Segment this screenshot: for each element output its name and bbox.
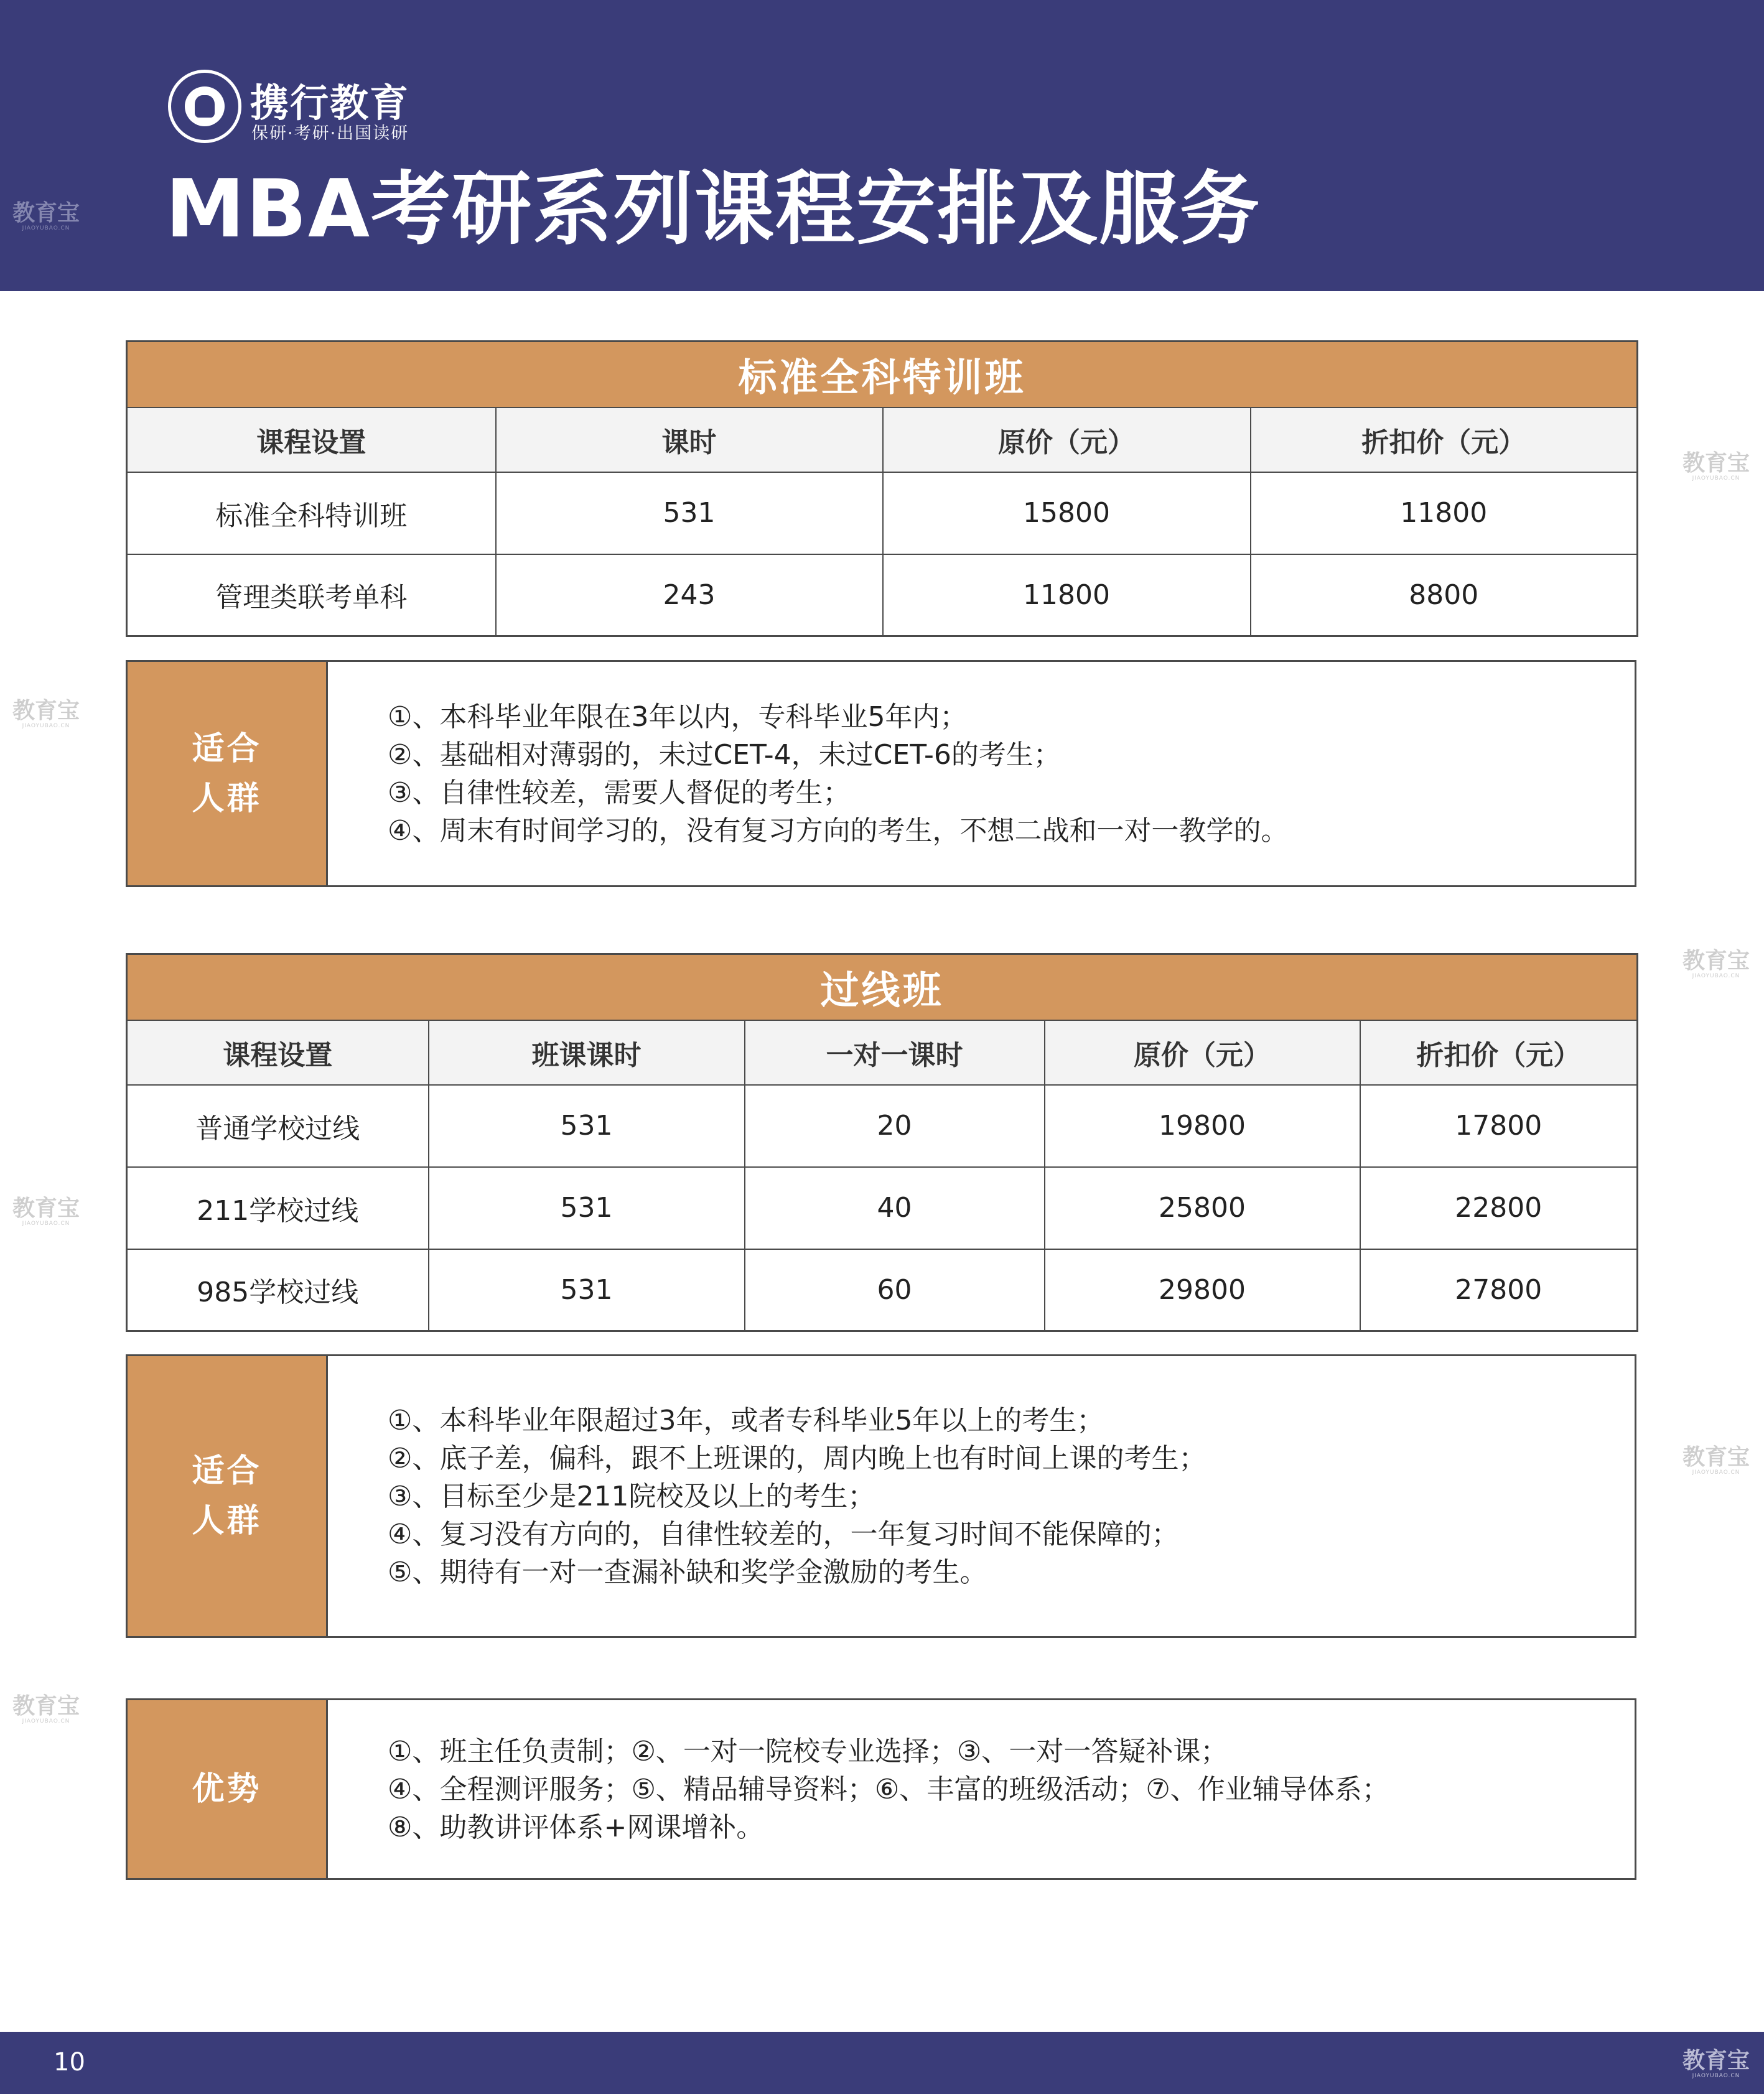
list-item: ④、周末有时间学习的，没有复习方向的考生，不想二战和一对一教学的。 <box>388 814 1289 847</box>
list-item: ②、底子差，偏科，跟不上班课的，周内晚上也有时间上课的考生； <box>388 1442 1206 1474</box>
watermark-logo: 教育宝 JIAOYUBAO.CN <box>1682 450 1750 482</box>
table-row <box>127 1085 1638 1167</box>
column-header: 折扣价（元） <box>1360 1020 1638 1085</box>
logo-name: 携行教育 <box>250 80 410 126</box>
audience-label: 适合 人群 <box>128 662 328 885</box>
table-row <box>127 1249 1638 1331</box>
watermark-logo: 教育宝 JIAOYUBAO.CN <box>1682 1445 1750 1476</box>
one-on-one-hours-cell: 40 <box>745 1167 1045 1249</box>
page-title: MBA考研系列课程安排及服务 <box>166 163 1261 256</box>
audience-label: 适合 人群 <box>128 1356 328 1636</box>
list-item: ⑧、助教讲评体系+网课增补。 <box>388 1811 764 1843</box>
list-item: ①、本科毕业年限在3年以内，专科毕业5年内； <box>388 700 968 733</box>
list-item: ⑤、期待有一对一查漏补缺和奖学金激励的考生。 <box>388 1556 987 1588</box>
advantages-label: 优势 <box>128 1700 328 1878</box>
watermark-logo: 教育宝 JIAOYUBAO.CN <box>1682 948 1750 979</box>
advantages-list <box>328 1700 1635 1878</box>
course-table-pass-line <box>126 953 1638 1332</box>
hours-cell: 531 <box>496 472 883 554</box>
column-header: 一对一课时 <box>745 1020 1045 1085</box>
section-title: 过线班 <box>127 954 1638 1020</box>
one-on-one-hours-cell: 20 <box>745 1085 1045 1167</box>
hours-cell: 243 <box>496 554 883 636</box>
audience-box-standard <box>126 660 1636 887</box>
advantages-box <box>126 1698 1636 1880</box>
class-hours-cell: 531 <box>429 1085 745 1167</box>
list-item: ③、目标至少是211院校及以上的考生； <box>388 1480 875 1512</box>
list-item: ①、本科毕业年限超过3年，或者专科毕业5年以上的考生； <box>388 1404 1104 1436</box>
page-number: 10 <box>54 2048 85 2077</box>
section-title: 标准全科特训班 <box>127 342 1638 407</box>
course-name-cell: 管理类联考单科 <box>127 554 496 636</box>
table-row <box>127 554 1638 636</box>
watermark-logo: 教育宝 JIAOYUBAO.CN <box>12 1196 80 1227</box>
original-price-cell: 11800 <box>883 554 1251 636</box>
watermark-logo: 教育宝 JIAOYUBAO.CN <box>1682 2048 1750 2079</box>
audience-list <box>328 662 1635 885</box>
page-header <box>0 0 1764 291</box>
table-row <box>127 472 1638 554</box>
discount-price-cell: 17800 <box>1360 1085 1638 1167</box>
original-price-cell: 15800 <box>883 472 1251 554</box>
course-name-cell: 普通学校过线 <box>127 1085 429 1167</box>
discount-price-cell: 8800 <box>1251 554 1638 636</box>
class-hours-cell: 531 <box>429 1249 745 1331</box>
column-header: 课时 <box>496 407 883 472</box>
original-price-cell: 25800 <box>1045 1167 1360 1249</box>
column-header: 原价（元） <box>883 407 1251 472</box>
watermark-logo: 教育宝 JIAOYUBAO.CN <box>12 698 80 729</box>
watermark-logo: 教育宝 JIAOYUBAO.CN <box>12 1693 80 1724</box>
audience-box-pass-line <box>126 1354 1636 1638</box>
discount-price-cell: 11800 <box>1251 472 1638 554</box>
column-header: 原价（元） <box>1045 1020 1360 1085</box>
course-name-cell: 985学校过线 <box>127 1249 429 1331</box>
watermark-logo: 教育宝 JIAOYUBAO.CN <box>12 200 80 231</box>
course-name-cell: 标准全科特训班 <box>127 472 496 554</box>
column-header: 班课课时 <box>429 1020 745 1085</box>
class-hours-cell: 531 <box>429 1167 745 1249</box>
list-item: ③、自律性较差，需要人督促的考生； <box>388 776 851 809</box>
list-item: ④、复习没有方向的，自律性较差的，一年复习时间不能保障的； <box>388 1518 1179 1550</box>
column-header: 课程设置 <box>127 407 496 472</box>
logo-seal-icon <box>168 70 241 143</box>
course-name-cell: 211学校过线 <box>127 1167 429 1249</box>
discount-price-cell: 22800 <box>1360 1167 1638 1249</box>
original-price-cell: 19800 <box>1045 1085 1360 1167</box>
discount-price-cell: 27800 <box>1360 1249 1638 1331</box>
column-header: 折扣价（元） <box>1251 407 1638 472</box>
one-on-one-hours-cell: 60 <box>745 1249 1045 1331</box>
table-row <box>127 1167 1638 1249</box>
list-item: ①、班主任负责制；②、一对一院校专业选择；③、一对一答疑补课； <box>388 1735 1228 1767</box>
column-header: 课程设置 <box>127 1020 429 1085</box>
page-footer <box>0 2032 1764 2094</box>
original-price-cell: 29800 <box>1045 1249 1360 1331</box>
audience-list <box>328 1356 1635 1636</box>
list-item: ②、基础相对薄弱的，未过CET-4，未过CET-6的考生； <box>388 738 1061 771</box>
list-item: ④、全程测评服务；⑤、精品辅导资料；⑥、丰富的班级活动；⑦、作业辅导体系； <box>388 1773 1389 1805</box>
logo-tagline: 保研·考研·出国读研 <box>251 124 409 143</box>
course-table-standard <box>126 340 1638 637</box>
